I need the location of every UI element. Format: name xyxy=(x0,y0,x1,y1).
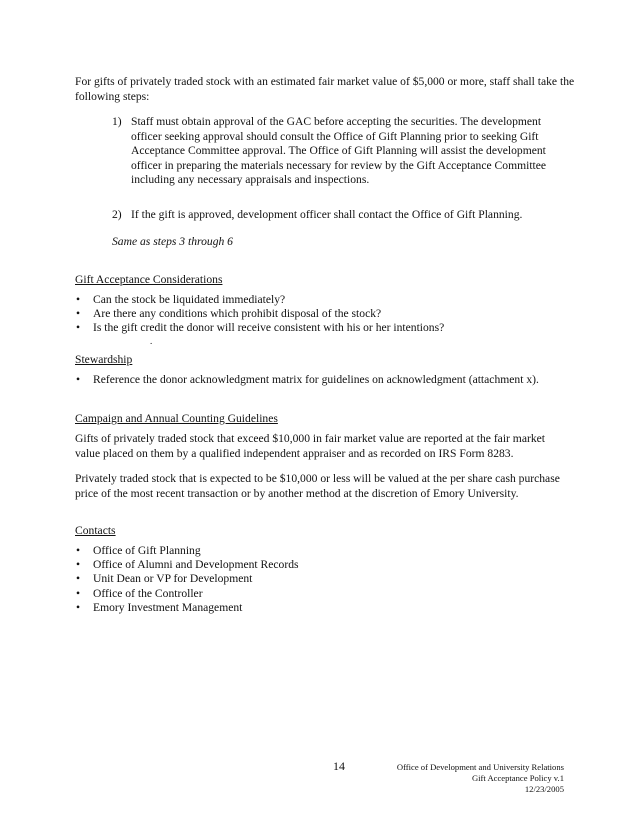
list-item: • Can the stock be liquidated immediately? xyxy=(76,293,286,306)
step-1-number: 1) xyxy=(112,115,122,128)
bullet-icon: • xyxy=(76,373,81,386)
stray-mark: . xyxy=(150,336,153,346)
stewardship-heading: Stewardship xyxy=(75,353,133,366)
bullet-icon: • xyxy=(76,600,81,614)
considerations-heading: Gift Acceptance Considerations xyxy=(75,273,223,286)
page-number: 14 xyxy=(333,759,345,773)
considerations-list xyxy=(75,293,595,336)
step-2-number: 2) xyxy=(112,208,122,221)
stewardship-list xyxy=(75,373,595,387)
campaign-paragraph-2: Privately traded stock that is expected to be $10,000 or less will be valued at the per share cash purchase price of the most recent transaction or by another method at the discretion of Emory University. xyxy=(75,472,560,500)
intro-paragraph: For gifts of privately traded stock with an estimated fair market value of $5,000 or more, staff shall take the following steps: xyxy=(75,75,575,103)
footer-date: 12/23/2005 xyxy=(524,784,564,794)
list-item: • Is the gift credit the donor will receive consistent with his or her intentions? xyxy=(76,321,445,335)
bullet-icon: • xyxy=(76,558,81,572)
bullet-icon: • xyxy=(76,293,81,306)
same-as-note: Same as steps 3 through 6 xyxy=(112,235,233,248)
campaign-heading: Campaign and Annual Counting Guidelines xyxy=(75,412,278,425)
contacts-list xyxy=(75,544,595,615)
footer-policy: Gift Acceptance Policy v.1 xyxy=(471,773,564,783)
contacts-heading: Contacts xyxy=(75,524,116,537)
bullet-icon: • xyxy=(76,544,81,557)
list-item: • Unit Dean or VP for Development xyxy=(76,572,253,586)
bullet-icon: • xyxy=(76,307,81,321)
bullet-icon: • xyxy=(76,572,81,586)
list-item: • Office of the Controller xyxy=(76,586,203,600)
campaign-paragraph-1: Gifts of privately traded stock that exceed $10,000 in fair market value are reported at the fair market value placed on them by a qualified independent appraiser and as recorded on IRS Form 8283. xyxy=(75,432,545,460)
step-1-text: Staff must obtain approval of the GAC before accepting the securities. The development officer seeking approval should consult the Office of Gift Planning prior to seeking Gift Acceptance Committee approval. The Office of Gift Planning will assist the development officer in preparing the materials necessary for review by the Gift Acceptance Committee including any necessary appraisals and inspections. xyxy=(131,115,547,187)
step-2-text: If the gift is approved, development officer shall contact the Office of Gift Planning. xyxy=(131,208,523,221)
footer-info xyxy=(344,762,564,795)
list-item: • Are there any conditions which prohibit disposal of the stock? xyxy=(76,307,382,321)
list-item: • Emory Investment Management xyxy=(76,600,243,614)
bullet-icon: • xyxy=(76,321,81,335)
list-item: • Reference the donor acknowledgment matrix for guidelines on acknowledgment (attachment x). xyxy=(76,373,539,386)
bullet-icon: • xyxy=(76,586,81,600)
list-item: • Office of Gift Planning xyxy=(76,544,201,557)
list-item: • Office of Alumni and Development Records xyxy=(76,558,299,572)
footer-department: Office of Development and University Relations xyxy=(396,762,564,772)
